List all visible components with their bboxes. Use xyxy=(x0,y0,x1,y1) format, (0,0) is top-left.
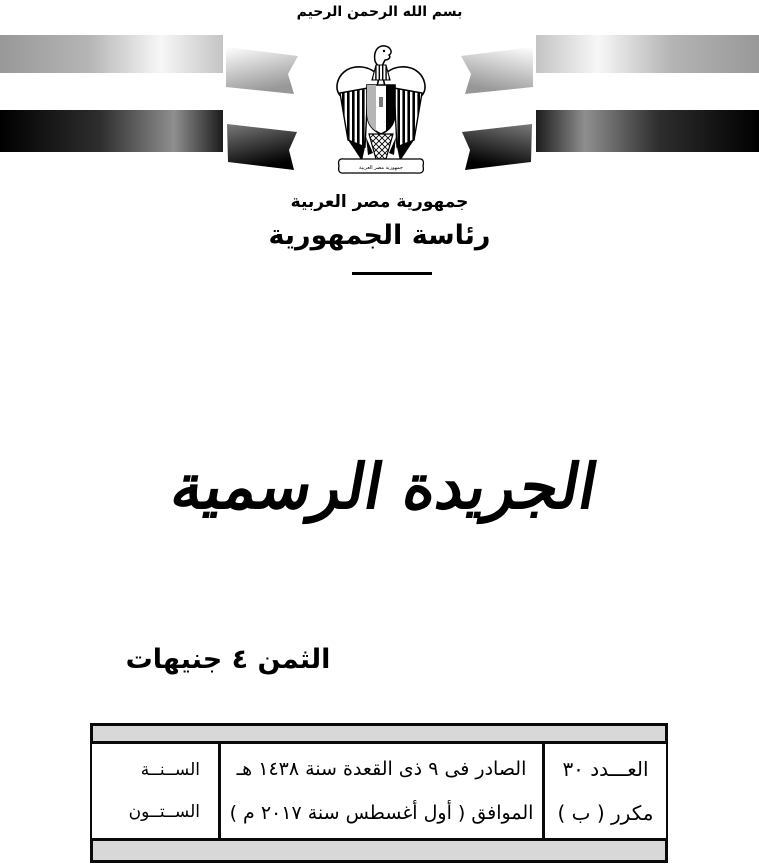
issue-suffix-line: مكرر ( ب ) xyxy=(557,801,654,825)
eagle-shield xyxy=(367,85,395,134)
issue-number-cell xyxy=(542,744,666,838)
gregorian-date-line: الموافق ( أول أغسطس سنة ٢٠١٧ م ) xyxy=(229,802,534,824)
year-cell xyxy=(92,744,221,838)
hijri-date-line: الصادر فى ٩ ذى القعدة سنة ١٤٣٨ هـ xyxy=(236,758,527,780)
date-cell xyxy=(221,744,542,838)
flag-ribbon-right xyxy=(461,35,759,170)
emblem-banner-text: جمهورية مصر العربية xyxy=(359,165,403,171)
presidency-line: رئاسة الجمهورية xyxy=(268,220,491,251)
header-emblem-graphic xyxy=(0,0,759,200)
issue-info-table xyxy=(90,723,668,863)
issue-number-line: العـــدد ٣٠ xyxy=(562,757,649,781)
eagle-eye xyxy=(383,50,385,52)
year-line-1: الســنــة xyxy=(140,760,200,780)
emblem-banner xyxy=(339,159,424,173)
table-bottom-bar xyxy=(90,838,668,863)
gazette-title: الجريدة الرسمية xyxy=(164,450,595,523)
table-top-bar xyxy=(90,723,668,744)
republic-name-line: جمهورية مصر العربية xyxy=(290,192,469,212)
price-line: الثمن ٤ جنيهات xyxy=(125,644,331,675)
eagle-tail xyxy=(369,134,393,159)
year-line-2: الســتــون xyxy=(128,802,200,822)
presidency-underline xyxy=(352,272,432,275)
basmala-text: بسم الله الرحمن الرحيم xyxy=(296,4,463,20)
coat-of-arms-eagle xyxy=(337,46,425,173)
